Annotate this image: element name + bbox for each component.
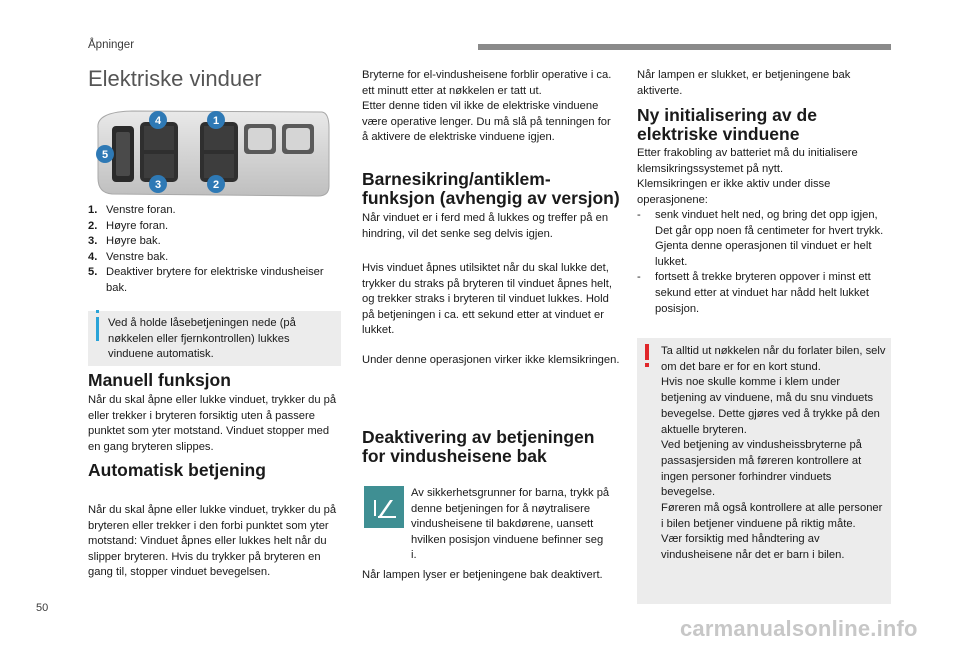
intro-text-1: Bryterne for el-vindusheisene forblir operative i ca. ett minutt etter at nøkkelen er tatt ut.	[362, 69, 612, 97]
step-text: senk vinduet helt ned, og bring det opp igjen, Det går opp noen få centimeter for hvert trykk. Gjenta denne operasjonen til vinduet er helt lukket.	[655, 209, 884, 268]
legend-number: 1.	[88, 204, 98, 216]
reinit-steps	[637, 208, 893, 317]
legend-text: Venstre foran.	[106, 204, 176, 216]
step-text: fortsett å trekke bryteren oppover i minst ett sekund etter at vinduet har nådd helt lukket posisjon.	[655, 271, 871, 315]
anti-pinch-text-2: Hvis vinduet åpnes utilsiktet når du skal lukke det, trykker du straks på bryteren til vinduet åpnes helt, og trekker straks i bryteren til vinduet lukkes. Hold på betjeningen i ca. ett sekund etter at vinduet er lukket.	[362, 262, 612, 337]
callout-2-label: 2	[212, 179, 220, 191]
legend-number: 3.	[88, 235, 98, 248]
info-box	[88, 311, 341, 366]
legend-item	[88, 265, 343, 296]
anti-pinch-text-3: Under denne operasjonen virker ikke klemsikringen.	[362, 354, 620, 366]
warning-line-4: Føreren må også kontrollere at alle personer i bilen betjener vinduene på riktig måte.	[661, 502, 883, 530]
callout-1-label: 1	[212, 115, 220, 127]
child-lock-icon	[364, 486, 404, 528]
anti-pinch-text-1: Når vinduet er i ferd med å lukkes og treffer på en hindring, vil det senke seg delvis igjen.	[362, 212, 609, 240]
section-label: Åpninger	[88, 39, 135, 51]
legend-item	[88, 219, 343, 235]
reinit-heading: Ny initialisering av de elektriske vinduene	[637, 105, 817, 144]
legend-item	[88, 250, 343, 266]
legend-number: 5.	[88, 266, 98, 279]
callout-1	[207, 111, 225, 129]
legend-number: 4.	[88, 250, 98, 263]
callout-5-label: 5	[101, 149, 109, 161]
legend-text: Venstre bak.	[106, 250, 169, 263]
callout-3-label: 3	[154, 179, 162, 191]
deactivation-after-text: Når lampen lyser er betjeningene bak deaktivert.	[362, 569, 603, 581]
info-icon	[96, 317, 99, 341]
warning-icon-dot	[645, 363, 649, 367]
deactivation-heading: Deaktivering av betjeningen for vindusheisene bak	[362, 427, 595, 466]
warning-line-5: Vær forsiktig med håndtering av vindusheisene når det er barn i bilen.	[661, 533, 845, 562]
reinit-note: Klemsikringen er ikke aktiv under disse operasjonene:	[637, 178, 831, 206]
intro-text-2: Etter denne tiden vil ikke de elektriske vinduene være operative lenger. Du må slå på tenningen for å aktivere de elektriske vinduene igjen.	[362, 100, 611, 144]
callout-badges	[92, 108, 330, 198]
legend-text: Høyre bak.	[106, 235, 161, 248]
legend-number: 2.	[88, 219, 98, 232]
page-title: Elektriske vinduer	[88, 66, 262, 91]
callout-3	[149, 175, 167, 193]
switch-legend	[88, 203, 343, 297]
auto-text: Når du skal åpne eller lukke vinduet, trykker du på bryteren eller trekker i den forbi punktet som yter motstand: Vinduet åpnes eller lukkes helt når du slipper bryteren. Hvis du trykker på bryteren en gang til, stopper vinduet bevegelsen.	[88, 504, 337, 579]
legend-item	[88, 203, 343, 219]
info-text: Ved å holde låsebetjeningen nede (på nøkkelen eller fjernkontrollen) lukkes vinduene automatisk.	[108, 317, 296, 361]
callout-4-label: 4	[154, 115, 162, 127]
step-dash: -	[637, 209, 641, 221]
step-dash: -	[637, 271, 641, 284]
callout-4	[149, 111, 167, 129]
deactivation-text: Av sikkerhetsgrunner for barna, trykk på denne betjeningen for å nøytralisere vindusheisene til bakdørene, uansett hvilken posisjon vinduene befinner seg i.	[411, 487, 610, 562]
legend-item	[88, 234, 343, 250]
warning-line-2: Hvis noe skulle komme i klem under betjening av vinduene, må du snu vinduets bevegelse. Dette gjøres ved å trykke på den aktuelle bryteren.	[661, 376, 880, 436]
watermark: carmanualsonline.info	[680, 616, 918, 641]
callout-5	[96, 145, 114, 163]
warning-icon	[645, 344, 649, 360]
warning-text	[661, 344, 886, 564]
warning-box	[637, 338, 891, 604]
legend-text: Deaktiver brytere for elektriske vindusheiser bak.	[106, 266, 324, 294]
page-number: 50	[36, 602, 49, 614]
manual-text: Når du skal åpne eller lukke vinduet, trykker du på eller trekker i bryteren forsiktig uten å passere punktet som yter motstand. Vinduet stopper med en gang bryteren slippes.	[88, 394, 337, 453]
anti-pinch-heading: Barnesikring/antiklem-funksjon (avhengig av versjon)	[362, 169, 620, 208]
warning-line-1: Ta alltid ut nøkkelen når du forlater bilen, selv om det bare er for en kort stund.	[661, 345, 886, 373]
warning-line-3: Ved betjening av vindusheissbryterne på passasjersiden må føreren kontrollere at ingen personer forhindrer vinduets bevegelse.	[661, 439, 862, 499]
reinit-text: Etter frakobling av batteriet må du initialisere klemsikringssystemet på nytt.	[637, 147, 858, 175]
legend-text: Høyre foran.	[106, 219, 169, 232]
callout-2	[207, 175, 225, 193]
manual-heading: Manuell funksjon	[88, 370, 231, 390]
step-item	[637, 208, 893, 270]
step-item	[637, 270, 893, 317]
header-bar	[478, 44, 891, 50]
lamp-off-text: Når lampen er slukket, er betjeningene bak aktiverte.	[637, 69, 851, 97]
auto-heading: Automatisk betjening	[88, 460, 266, 480]
